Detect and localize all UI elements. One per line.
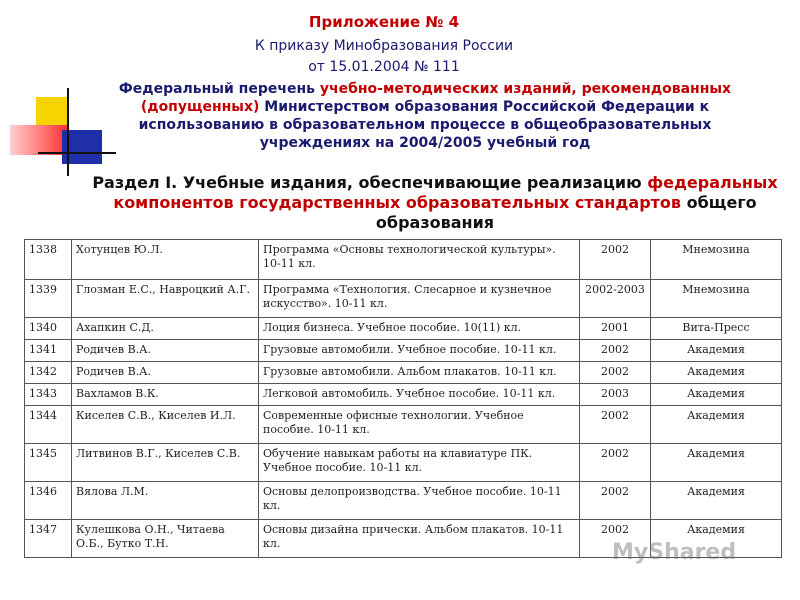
row-publisher: Академия [651,406,782,444]
table-row [25,482,782,520]
row-year: 2003 [580,384,651,406]
row-year: 2002 [580,362,651,384]
row-number: 1340 [25,318,72,340]
row-author: Киселев С.В., Киселев И.Л. [72,406,259,444]
row-year: 2002 [580,240,651,280]
row-year: 2001 [580,318,651,340]
row-number: 1343 [25,384,72,406]
row-publisher: Академия [651,384,782,406]
table-row [25,318,782,340]
row-author: Хотунцев Ю.Л. [72,240,259,280]
row-year: 2002 [580,444,651,482]
order-date: от 15.01.2004 № 111 [308,59,460,75]
row-publisher: Академия [651,520,782,558]
row-title: Грузовые автомобили. Учебное пособие. 10-11 кл. [259,340,580,362]
federal-highlight: учебно-методических изданий, рекомендованных (допущенных) [140,81,732,115]
federal-list-heading [110,80,740,152]
row-year: 2002-2003 [580,280,651,318]
row-number: 1339 [25,280,72,318]
row-title: Программа «Технология. Слесарное и кузнечное искусство». 10-11 кл. [259,280,580,318]
row-author: Родичев В.А. [72,340,259,362]
row-year: 2002 [580,520,651,558]
table-row [25,384,782,406]
table-row [25,340,782,362]
row-title: Лоция бизнеса. Учебное пособие. 10(11) кл. [259,318,580,340]
row-title: Основы делопроизводства. Учебное пособие. 10-11 кл. [259,482,580,520]
row-publisher: Академия [651,482,782,520]
row-number: 1344 [25,406,72,444]
vertical-line [67,88,69,176]
row-publisher: Мнемозина [651,240,782,280]
section-heading [80,173,790,233]
row-author: Глозман Е.С., Навроцкий А.Г. [72,280,259,318]
row-author: Ахапкин С.Д. [72,318,259,340]
section-suffix: общего образования [375,193,757,232]
row-publisher: Академия [651,362,782,384]
row-title: Легковой автомобиль. Учебное пособие. 10-11 кл. [259,384,580,406]
row-publisher: Вита-Пресс [651,318,782,340]
section-prefix: Раздел I. Учебные издания, обеспечивающие реализацию [92,173,648,192]
row-title: Современные офисные технологии. Учебное пособие. 10-11 кл. [259,406,580,444]
row-year: 2002 [580,406,651,444]
federal-rest: Министерством образования Российской Федерации к использованию в образовательном процессе в общеобразовательных учреждениях на 2004/2005 учебный год [138,99,712,151]
row-title: Грузовые автомобили. Альбом плакатов. 10-11 кл. [259,362,580,384]
row-author: Литвинов В.Г., Киселев С.В. [72,444,259,482]
table-row [25,280,782,318]
order-reference: К приказу Минобразования России [254,38,514,54]
row-number: 1347 [25,520,72,558]
table-row [25,406,782,444]
row-year: 2002 [580,340,651,362]
appendix-title: Приложение № 4 [308,13,460,31]
federal-prefix: Федеральный перечень [118,81,320,97]
row-publisher: Академия [651,340,782,362]
row-number: 1345 [25,444,72,482]
table-row [25,444,782,482]
row-number: 1346 [25,482,72,520]
row-number: 1338 [25,240,72,280]
row-author: Вахламов В.К. [72,384,259,406]
row-number: 1342 [25,362,72,384]
horizontal-line [38,152,116,154]
table-row [25,240,782,280]
row-number: 1341 [25,340,72,362]
publications-table [24,239,782,558]
row-title: Основы дизайна прически. Альбом плакатов. 10-11 кл. [259,520,580,558]
row-publisher: Академия [651,444,782,482]
row-publisher: Мнемозина [651,280,782,318]
section-highlight: федеральных компонентов государственных образовательных стандартов [113,173,778,212]
row-author: Кулешкова О.Н., Читаева О.Б., Бутко Т.Н. [72,520,259,558]
row-author: Вялова Л.М. [72,482,259,520]
red-gradient-bar [10,125,68,155]
row-title: Программа «Основы технологической культуры». 10-11 кл. [259,240,580,280]
row-year: 2002 [580,482,651,520]
row-title: Обучение навыкам работы на клавиатуре ПК. Учебное пособие. 10-11 кл. [259,444,580,482]
row-author: Родичев В.А. [72,362,259,384]
table-row [25,362,782,384]
watermark-logo: MyShared [612,540,737,565]
